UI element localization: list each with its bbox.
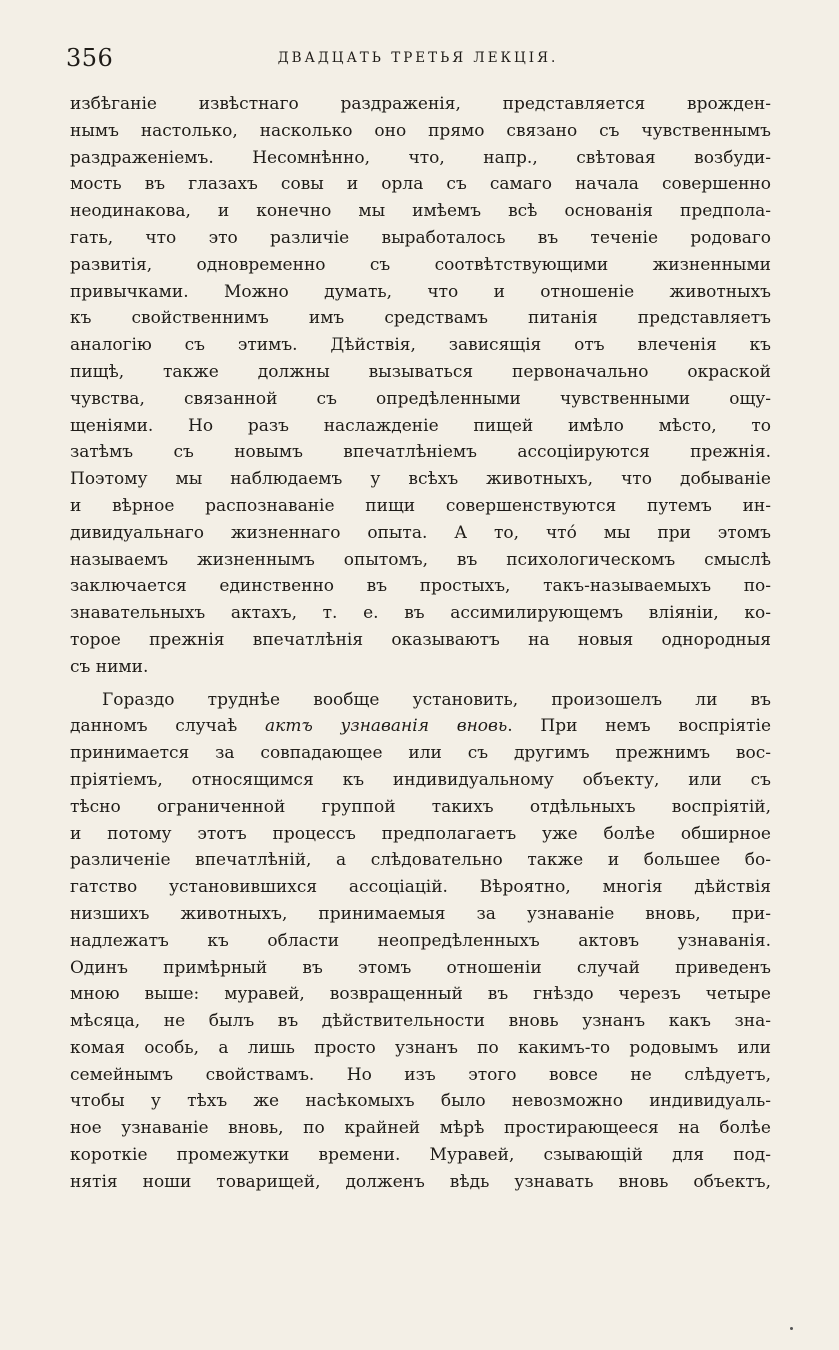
page-header bbox=[66, 44, 770, 78]
text-line: короткіе промежутки времени. Муравей, сзывающій для под- bbox=[70, 1145, 771, 1166]
text-line: чувства, связанной съ опредѣленными чувственными ощу- bbox=[70, 388, 771, 409]
text-line: съ ними. bbox=[70, 656, 149, 677]
text-line-with-emphasis bbox=[70, 713, 771, 740]
text-line: нымъ настолько, насколько оно прямо связано съ чувственнымъ bbox=[70, 120, 771, 141]
text-line: избѣганіе извѣстнаго раздраженія, представляется врожден- bbox=[70, 94, 771, 114]
text-line: и потому этотъ процессъ предполагаетъ уже болѣе обширное bbox=[70, 823, 771, 844]
text-line: пищѣ, также должны вызываться первоначально окраской bbox=[70, 361, 771, 382]
text-line: надлежатъ къ области неопредѣленныхъ актовъ узнаванія. bbox=[70, 930, 771, 951]
emphasized-term: актъ узнаванія вновь bbox=[265, 716, 508, 737]
text-line: низшихъ животныхъ, принимаемыя за узнаваніе вновь, при- bbox=[70, 903, 771, 924]
running-head: ДВАДЦАТЬ ТРЕТЬЯ ЛЕКЦІЯ. bbox=[277, 50, 559, 66]
text-line: къ свойственнимъ имъ средствамъ питанія представляетъ bbox=[70, 308, 771, 329]
paper-speck bbox=[790, 1327, 793, 1330]
text-line: различеніе впечатлѣній, а слѣдовательно также и большее бо- bbox=[70, 850, 771, 871]
text-line: аналогію съ этимъ. Дѣйствія, зависящія отъ влеченія къ bbox=[70, 335, 771, 356]
text-line: гать, что это различіе выработалось въ теченіе родоваго bbox=[70, 227, 771, 248]
text-line: торое прежнія впечатлѣнія оказываютъ на новыя однородныя bbox=[70, 629, 771, 650]
text-line: знавательныхъ актахъ, т. е. въ ассимилирующемъ вліяніи, ко- bbox=[70, 603, 771, 624]
text-line: мость въ глазахъ совы и орла съ самаго начала совершенно bbox=[70, 174, 771, 195]
text-line: гатство установившихся ассоціацій. Вѣроятно, многія дѣйствія bbox=[70, 877, 771, 898]
page-number: 356 bbox=[66, 44, 114, 72]
text-line: неодинакова, и конечно мы имѣемъ всѣ основанія предпола- bbox=[70, 201, 771, 222]
text-line: затѣмъ съ новымъ впечатлѣніемъ ассоціируются прежнія. bbox=[70, 442, 771, 463]
text-line: мною выше: муравей, возвращенный въ гнѣздо черезъ четыре bbox=[70, 984, 771, 1005]
body-text bbox=[70, 91, 771, 1196]
text-line: принимается за совпадающее или съ другимъ прежнимъ вос- bbox=[70, 743, 771, 764]
text-line: ное узнаваніе вновь, по крайней мѣрѣ простирающееся на болѣе bbox=[70, 1118, 771, 1139]
line-text: . При немъ воспріятіе bbox=[507, 716, 771, 737]
text-line: развитія, одновременно съ соотвѣтствующими жизненными bbox=[70, 254, 771, 275]
text-line: комая особь, а лишь просто узнанъ по какимъ-то родовымъ или bbox=[70, 1037, 771, 1058]
text-line: раздраженіемъ. Несомнѣнно, что, напр., свѣтовая возбуди- bbox=[70, 147, 771, 168]
text-line: мѣсяца, не былъ въ дѣйствительности вновь узнанъ какъ зна- bbox=[70, 1011, 771, 1032]
text-line: заключается единственно въ простыхъ, такъ-называемыхъ по- bbox=[70, 576, 771, 597]
text-line: дивидуальнаго жизненнаго опыта. А то, что́ мы при этомъ bbox=[70, 522, 771, 543]
paragraph-2 bbox=[70, 687, 771, 1196]
text-line: Одинъ примѣрный въ этомъ отношеніи случай приведенъ bbox=[70, 957, 771, 978]
text-line: семейнымъ свойствамъ. Но изъ этого вовсе не слѣдуетъ, bbox=[70, 1064, 771, 1085]
text-line: нятія ноши товарищей, долженъ вѣдь узнавать вновь объектъ, bbox=[70, 1171, 771, 1192]
paragraph-1 bbox=[70, 91, 771, 681]
line-text: данномъ случаѣ bbox=[70, 716, 266, 737]
text-line: пріятіемъ, относящимся къ индивидуальному объекту, или съ bbox=[70, 769, 771, 790]
text-line: щеніями. Но разъ наслажденіе пищей имѣло мѣсто, то bbox=[70, 415, 771, 436]
text-line: называемъ жизненнымъ опытомъ, въ психологическомъ смыслѣ bbox=[70, 549, 771, 570]
text-line: привычками. Можно думать, что и отношеніе животныхъ bbox=[70, 281, 771, 302]
text-line: и вѣрное распознаваніе пищи совершенствуются путемъ ин- bbox=[70, 495, 771, 516]
text-line: чтобы у тѣхъ же насѣкомыхъ было невозможно индивидуаль- bbox=[70, 1091, 771, 1112]
text-line: тѣсно ограниченной группой такихъ отдѣльныхъ воспріятій, bbox=[70, 796, 771, 817]
text-line: Поэтому мы наблюдаемъ у всѣхъ животныхъ, что добываніе bbox=[70, 469, 771, 490]
text-line: Гораздо труднѣе вообще установить, произошелъ ли въ bbox=[102, 689, 771, 710]
